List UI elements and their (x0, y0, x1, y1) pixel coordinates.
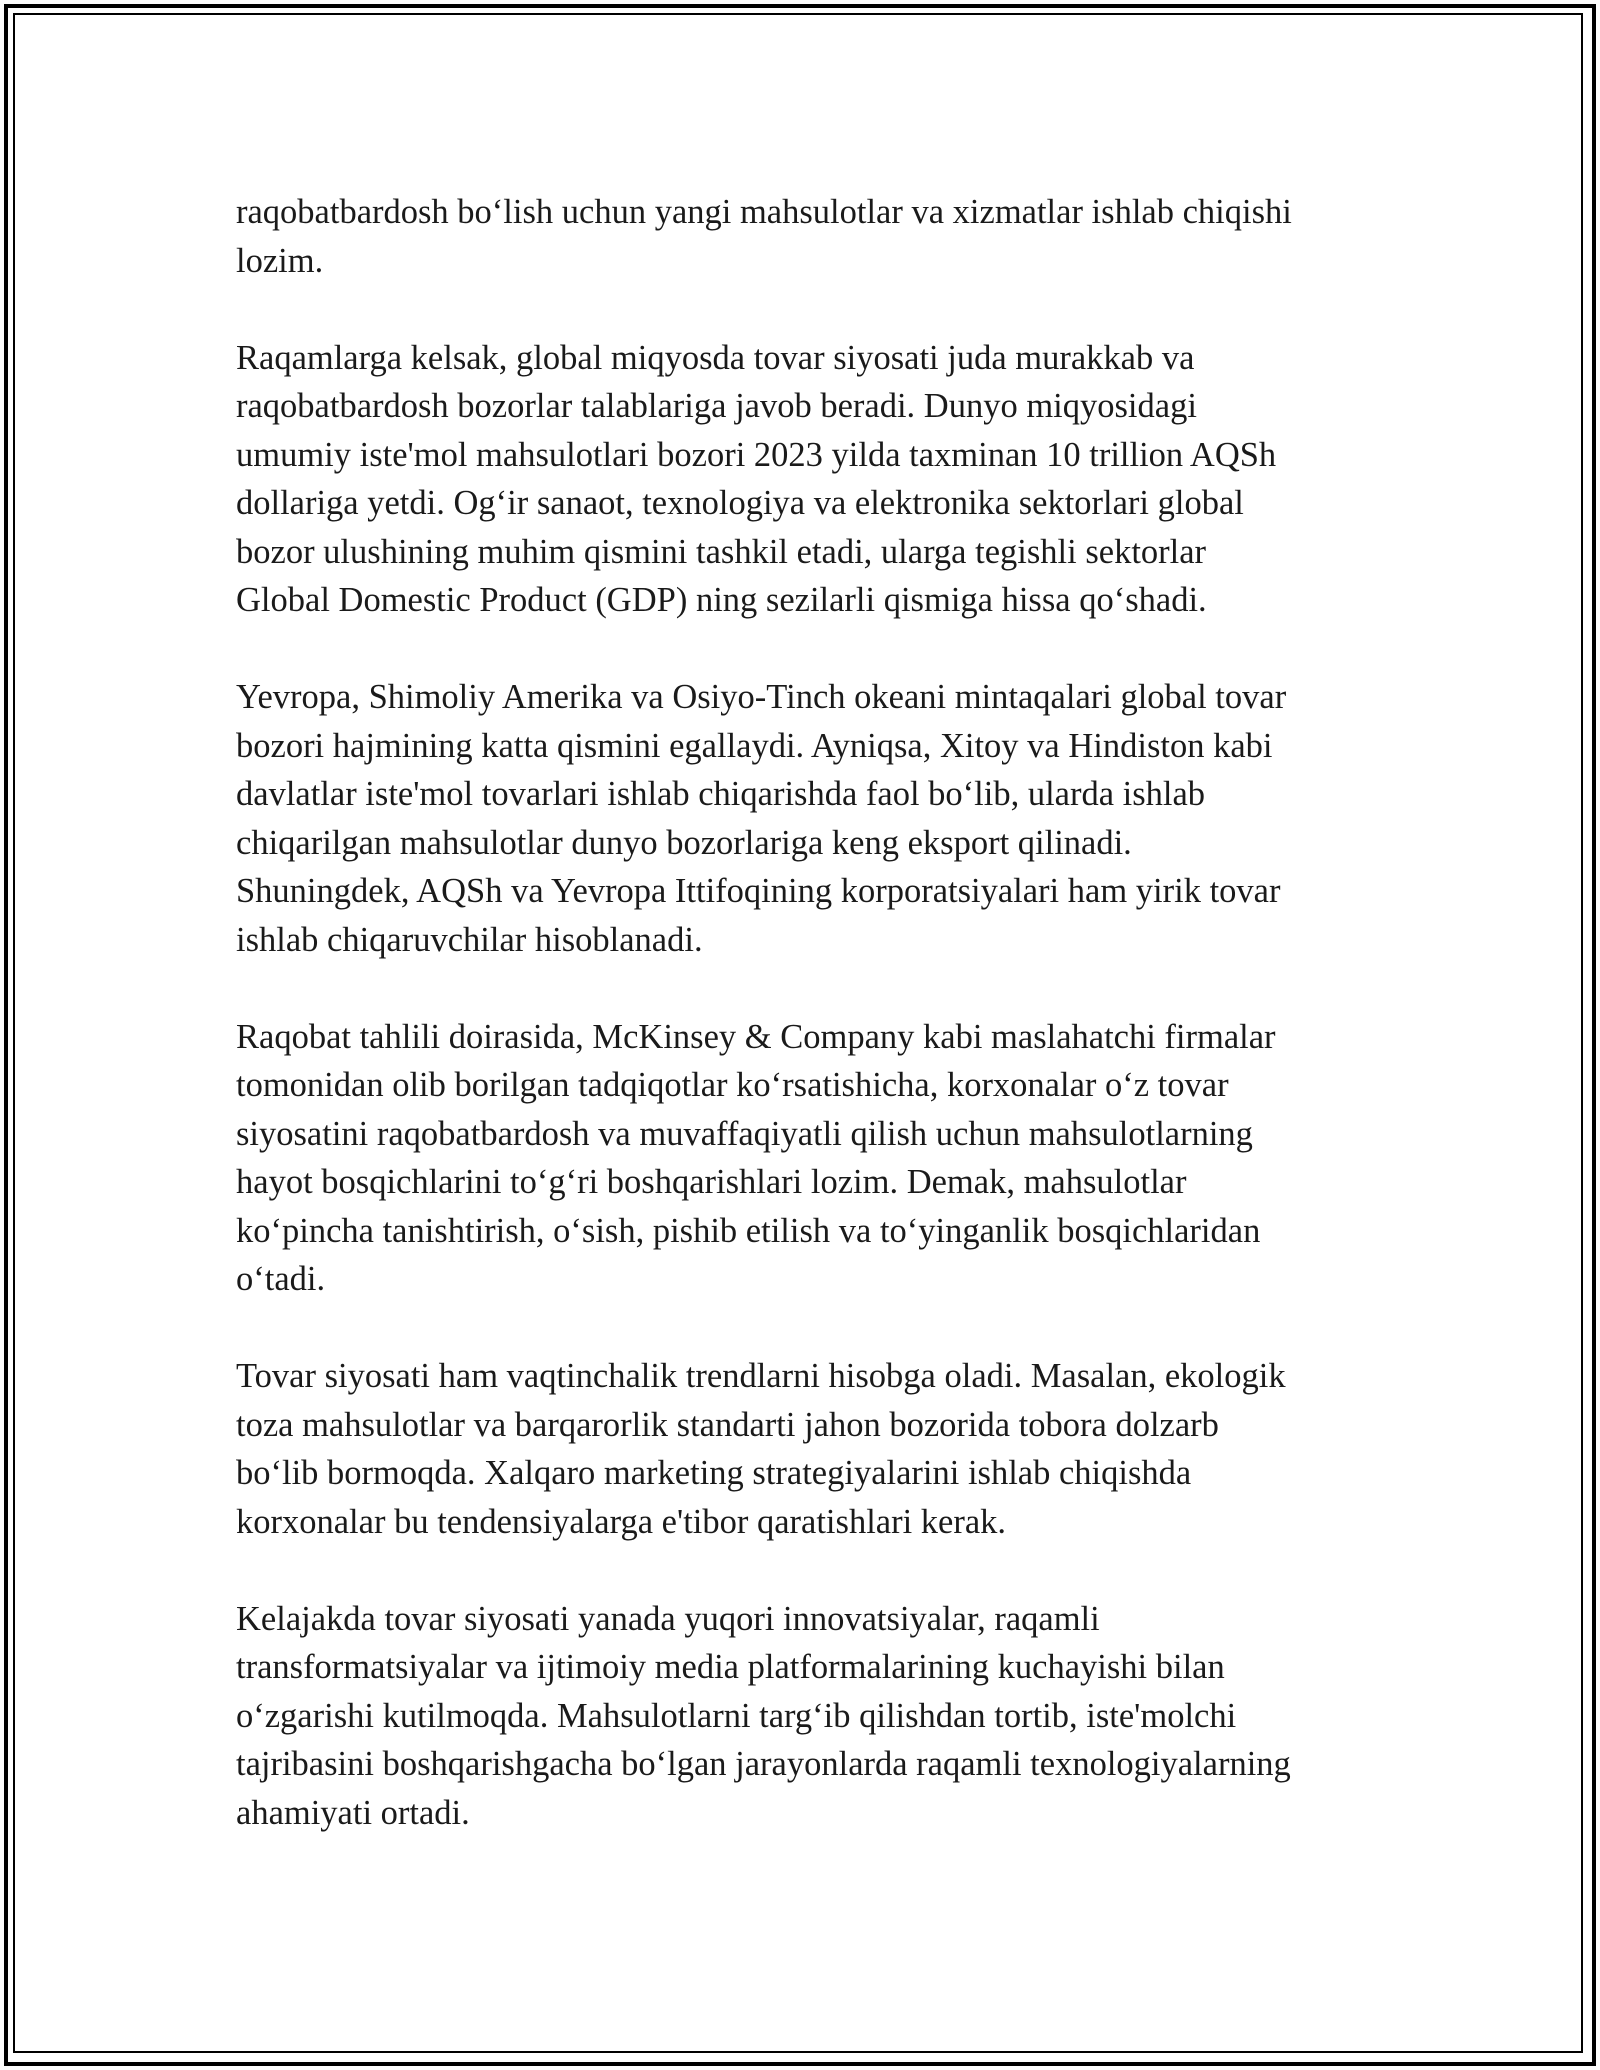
text-line: Kelajakda tovar siyosati yanada yuqori innovatsiyalar, raqamli (236, 1599, 1100, 1638)
text-line: ko‘pincha tanishtirish, o‘sish, pishib etilish va to‘yinganlik bosqichlaridan (236, 1211, 1261, 1250)
paragraph-competition-analysis (236, 1013, 1366, 1304)
text-line: siyosatini raqobatbardosh va muvaffaqiyatli qilish uchun mahsulotlarning (236, 1114, 1253, 1153)
text-line: bozor ulushining muhim qismini tashkil etadi, ularga tegishli sektorlar (236, 532, 1207, 571)
text-line: davlatlar iste'mol tovarlari ishlab chiqarishda faol bo‘lib, ularda ishlab (236, 775, 1206, 813)
text-line: Raqobat tahlili doirasida, McKinsey & Company kabi maslahatchi firmalar (236, 1017, 1276, 1056)
text-line: ahamiyati ortadi. (236, 1793, 470, 1832)
text-line: o‘zgarishi kutilmoqda. Mahsulotlarni targ‘ib qilishdan tortib, iste'molchi (236, 1696, 1237, 1735)
paragraph-future (236, 1595, 1366, 1838)
text-line: hayot bosqichlarini to‘g‘ri boshqarishlari lozim. Demak, mahsulotlar (236, 1163, 1187, 1201)
text-line: lozim. (236, 241, 324, 280)
text-line: Yevropa, Shimoliy Amerika va Osiyo-Tinch okeani mintaqalari global tovar (236, 678, 1287, 716)
text-line: umumiy iste'mol mahsulotlari bozori 2023 yilda taxminan 10 trillion AQSh (236, 435, 1277, 474)
paragraph-trends (236, 1352, 1366, 1546)
text-line: ishlab chiqaruvchilar hisoblanadi. (236, 920, 703, 959)
paragraph-continuation (236, 188, 1366, 285)
text-line: toza mahsulotlar va barqarorlik standarti jahon bozorida tobora dolzarb (236, 1405, 1219, 1444)
text-line: raqobatbardosh bo‘lish uchun yangi mahsulotlar va xizmatlar ishlab chiqishi (236, 193, 1292, 231)
text-line: tajribasini boshqarishgacha bo‘lgan jarayonlarda raqamli texnologiyalarning (236, 1745, 1291, 1783)
text-line: o‘tadi. (236, 1260, 326, 1298)
paragraph-regions (236, 673, 1366, 964)
text-line: Global Domestic Product (GDP) ning sezilarli qismiga hissa qo‘shadi. (236, 581, 1207, 619)
paragraph-global-market (236, 334, 1366, 625)
document-body (236, 188, 1366, 1837)
text-line: raqobatbardosh bozorlar talablariga javob beradi. Dunyo miqyosidagi (236, 387, 1197, 425)
text-line: tomonidan olib borilgan tadqiqotlar ko‘rsatishicha, korxonalar o‘z tovar (236, 1066, 1229, 1104)
text-line: korxonalar bu tendensiyalarga e'tibor qaratishlari kerak. (236, 1502, 1007, 1541)
text-line: chiqarilgan mahsulotlar dunyo bozorlariga keng eksport qilinadi. (236, 823, 1132, 862)
text-line: bo‘lib bormoqda. Xalqaro marketing strategiyalarini ishlab chiqishda (236, 1454, 1192, 1492)
text-line: dollariga yetdi. Og‘ir sanaot, texnologiya va elektronika sektorlari global (236, 484, 1244, 522)
text-line: bozori hajmining katta qismini egallaydi. Ayniqsa, Xitoy va Hindiston kabi (236, 726, 1273, 765)
text-line: Shuningdek, AQSh va Yevropa Ittifoqining korporatsiyalari ham yirik tovar (236, 872, 1281, 910)
text-line: Tovar siyosati ham vaqtinchalik trendlarni hisobga oladi. Masalan, ekologik (236, 1357, 1286, 1395)
text-line: Raqamlarga kelsak, global miqyosda tovar siyosati juda murakkab va (236, 338, 1195, 377)
text-line: transformatsiyalar va ijtimoiy media platformalarining kuchayishi bilan (236, 1648, 1225, 1686)
